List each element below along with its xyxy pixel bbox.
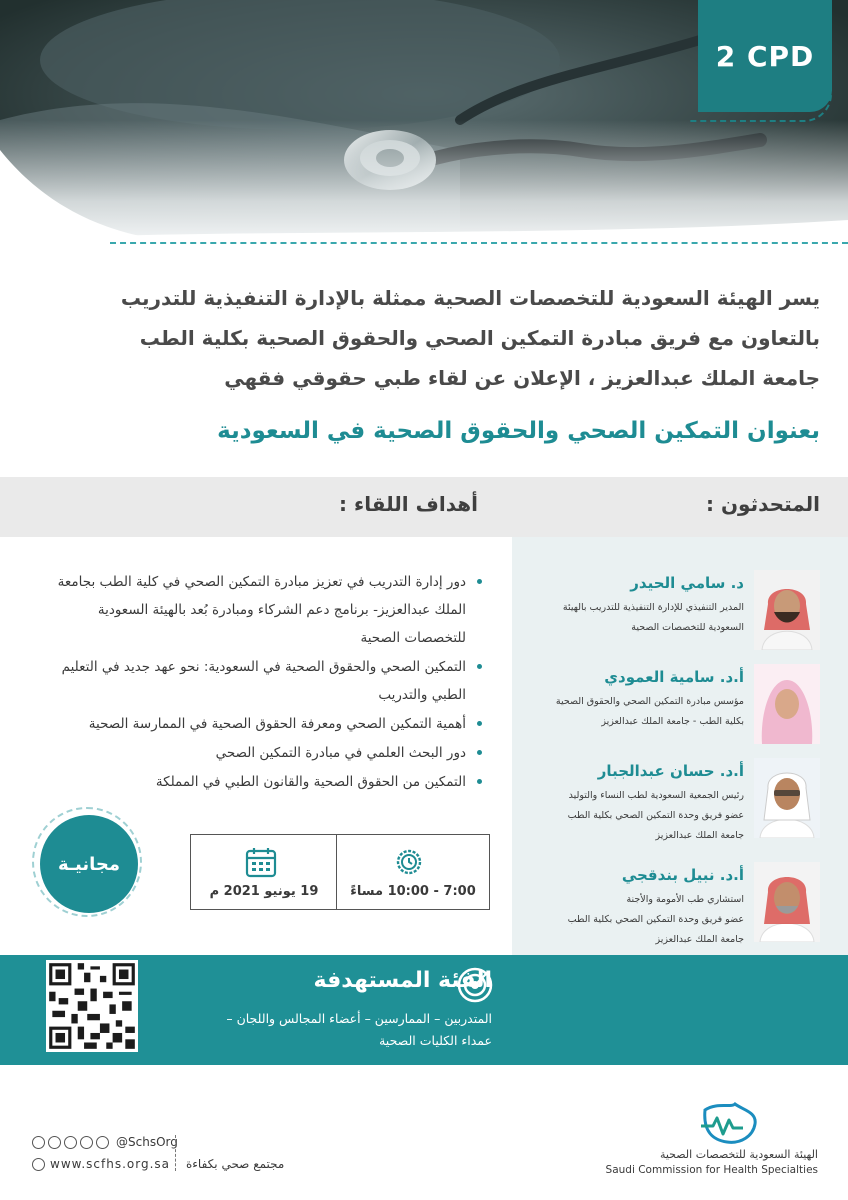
intro-line: بالتعاون مع فريق مبادرة التمكين الصحي والحقوق الصحية بكلية الطب: [139, 326, 820, 350]
target-audience-text: المتدربين – الممارسين – أعضاء المجالس واللجان – عمداء الكليات الصحية: [226, 1011, 492, 1048]
speaker-role: المدير التنفيذي للإدارة التنفيذية للتدريب بالهيئة السعودية للتخصصات الصحية: [562, 602, 744, 633]
scfhs-logo: [695, 1102, 765, 1148]
youtube-icon[interactable]: [48, 1136, 61, 1149]
instagram-icon[interactable]: [96, 1136, 109, 1149]
event-date: 19 يونيو 2021 م: [209, 884, 319, 899]
list-item: التمكين الصحي والحقوق الصحية في السعودية: نحو عهد جديد في التعليم الطبي والتدريب: [44, 653, 484, 709]
event-title: بعنوان التمكين الصحي والحقوق الصحية في السعودية: [217, 418, 820, 444]
intro-text: [120, 278, 820, 398]
twitter-icon[interactable]: [32, 1136, 45, 1149]
speaker-name: أ.د. حسان عبدالجبار: [597, 762, 744, 780]
speaker-name: د. سامي الحيدر: [630, 574, 744, 592]
speaker-photo: [754, 664, 820, 744]
calendar-icon: [245, 846, 277, 878]
free-badge: مجانيـة: [40, 815, 138, 913]
target-audience-title: الفئة المستهدفة: [313, 968, 492, 993]
header-divider: [110, 242, 848, 244]
speaker-card: [512, 570, 848, 662]
footer-divider: [175, 1135, 177, 1171]
speaker-photo: [754, 570, 820, 650]
list-item: التمكين من الحقوق الصحية والقانون الطبي في المملكة: [44, 768, 484, 796]
speaker-photo: [754, 758, 820, 838]
date-time-divider: [336, 834, 337, 910]
goals-heading: أهداف اللقاء :: [339, 492, 478, 516]
intro-line: يسر الهيئة السعودية للتخصصات الصحية ممثلة بالإدارة التنفيذية للتدريب: [120, 286, 820, 310]
speaker-card: [512, 664, 848, 756]
list-item: أهمية التمكين الصحي ومعرفة الحقوق الصحية في الممارسة الصحية: [44, 710, 484, 738]
linkedin-icon[interactable]: [80, 1136, 93, 1149]
clock-icon: [393, 846, 425, 878]
cpd-badge: 2 CPD: [698, 0, 832, 112]
qr-code[interactable]: [46, 960, 138, 1052]
speaker-card: [512, 862, 848, 954]
speaker-role: رئيس الجمعية السعودية لطب النساء والتوليد عضو فريق وحدة التمكين الصحي بكلية الطب جامعة الملك عبدالعزيز: [567, 790, 744, 841]
speaker-photo: [754, 862, 820, 942]
speaker-name: أ.د. نبيل بندقجي: [621, 866, 744, 884]
speaker-name: أ.د. سامية العمودي: [604, 668, 744, 686]
website-link[interactable]: www.scfhs.org.sa: [50, 1157, 171, 1171]
social-links: [32, 1135, 178, 1149]
globe-icon: [32, 1158, 45, 1171]
org-name-arabic: الهيئة السعودية للتخصصات الصحية: [659, 1148, 818, 1161]
speakers-heading: المتحدثون :: [706, 492, 820, 516]
speaker-role: استشاري طب الأمومة والأجنة عضو فريق وحدة التمكين الصحي بكلية الطب جامعة الملك عبدالعزيز: [567, 894, 744, 945]
list-item: دور إدارة التدريب في تعزيز مبادرة التمكين الصحي في كلية الطب بجامعة الملك عبدالعزيز- برنامج دعم الشركاء ومبادرة بُعد بالهيئة السعودية للتخصصات الصحية: [44, 568, 484, 652]
org-name-english: Saudi Commission for Health Specialties: [605, 1164, 818, 1176]
social-handle[interactable]: @SchsOrg: [116, 1135, 178, 1149]
snapchat-icon[interactable]: [64, 1136, 77, 1149]
slogan: مجتمع صحي بكفاءة: [186, 1157, 285, 1171]
goals-list: [44, 568, 484, 797]
intro-line: جامعة الملك عبدالعزيز ، الإعلان عن لقاء طبي حقوقي فقهي: [224, 366, 820, 390]
speaker-role: مؤسس مبادرة التمكين الصحي والحقوق الصحية بكلية الطب - جامعة الملك عبدالعزيز: [555, 696, 744, 727]
speaker-card: [512, 758, 848, 850]
list-item: دور البحث العلمي في مبادرة التمكين الصحي: [44, 739, 484, 767]
event-time: 7:00 - 10:00 مساءً: [350, 884, 476, 899]
